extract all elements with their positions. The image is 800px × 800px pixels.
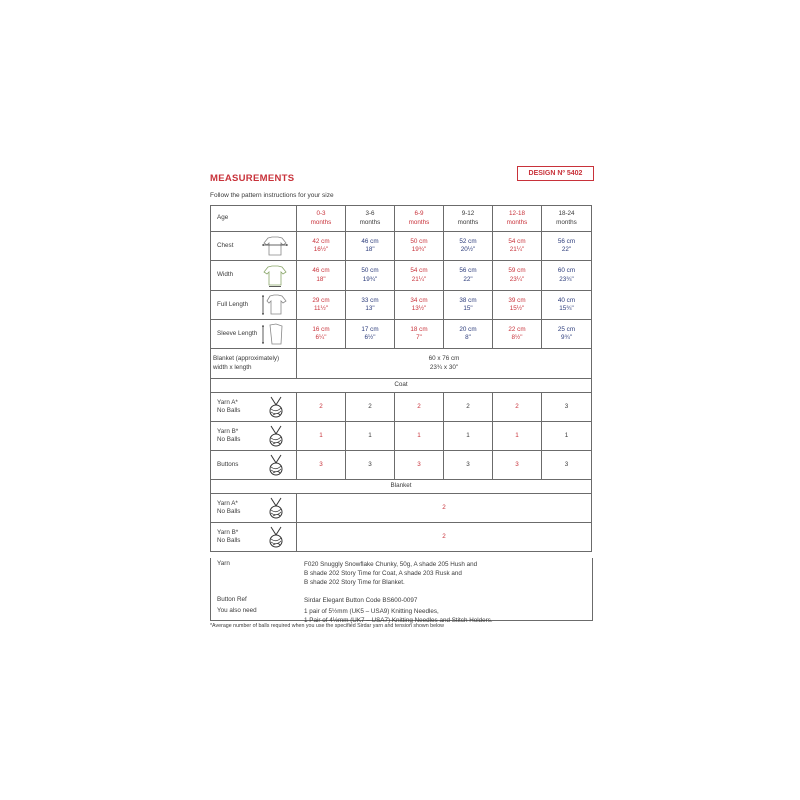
width-diagram-icon — [260, 264, 290, 288]
coat-buttons-value: 3 — [297, 451, 346, 480]
width-value: 56 cm 22" — [444, 261, 493, 291]
coat-buttons-value: 3 — [493, 451, 542, 480]
page-subtitle: Follow the pattern instructions for your size — [210, 192, 334, 199]
measurements-table — [210, 205, 592, 552]
coat-yarn-b-value: 1 — [542, 422, 592, 451]
coat-buttons-value: 3 — [542, 451, 592, 480]
coat-heading: Coat — [211, 379, 592, 393]
sleeve-length-label: Sleeve Length — [211, 320, 297, 349]
full-length-label: Full Length — [211, 291, 297, 320]
width-value: 54 cm 21¼" — [395, 261, 444, 291]
age-label: Age — [211, 206, 297, 232]
length-value: 33 cm 13" — [346, 291, 395, 320]
coat-yarn-b-label: Yarn B* No Balls — [211, 422, 297, 451]
yarn-description: F020 Snuggly Snowflake Chunky, 50g, A shade 205 Hush and B shade 202 Story Time for Coat, A shade 203 Rusk and B shade 202 Story Time for Blanket. — [304, 561, 478, 587]
sleeve-value: 16 cm 6¼" — [297, 320, 346, 349]
sleeve-value: 22 cm 8½" — [493, 320, 542, 349]
blanket-yarn-a-row — [211, 494, 592, 523]
coat-yarn-b-row — [211, 422, 592, 451]
also-need-value: 1 pair of 5½mm (UK5 – USA9) Knitting Needles, 1 Pair of 4½mm (UK7 – USA7) Knitting Needles and Stitch Holders. — [304, 608, 493, 625]
yarn-ball-icon — [266, 425, 286, 447]
coat-buttons-value: 3 — [395, 451, 444, 480]
coat-yarn-b-value: 1 — [346, 422, 395, 451]
length-value: 39 cm 15½" — [493, 291, 542, 320]
length-value: 38 cm 15" — [444, 291, 493, 320]
pattern-notes — [210, 558, 593, 625]
coat-buttons-value: 3 — [444, 451, 493, 480]
sleeve-value: 20 cm 8" — [444, 320, 493, 349]
coat-yarn-b-value: 1 — [395, 422, 444, 451]
coat-yarn-a-label: Yarn A* No Balls — [211, 393, 297, 422]
coat-yarn-a-value: 2 — [297, 393, 346, 422]
width-value: 46 cm 18" — [297, 261, 346, 291]
yarn-ball-icon — [266, 396, 286, 418]
size-18-24: 18-24 months — [542, 206, 592, 232]
coat-yarn-b-value: 1 — [444, 422, 493, 451]
chest-value: 50 cm 19¾" — [395, 232, 444, 261]
coat-yarn-a-value: 2 — [395, 393, 444, 422]
yarn-label: Yarn — [217, 560, 230, 567]
blanket-yarn-b-value: 2 — [297, 523, 592, 552]
chest-value: 42 cm 16½" — [297, 232, 346, 261]
length-value: 40 cm 15¾" — [542, 291, 592, 320]
full-length-row — [211, 291, 592, 320]
coat-yarn-a-value: 3 — [542, 393, 592, 422]
chest-value: 46 cm 18" — [346, 232, 395, 261]
size-3-6: 3-6 months — [346, 206, 395, 232]
sleeve-value: 25 cm 9¾" — [542, 320, 592, 349]
coat-yarn-a-value: 2 — [444, 393, 493, 422]
width-value: 59 cm 23¼" — [493, 261, 542, 291]
chest-diagram-icon — [260, 235, 290, 257]
blanket-yarn-a-label: Yarn A* No Balls — [211, 494, 297, 523]
coat-buttons-row — [211, 451, 592, 480]
pattern-page — [200, 160, 600, 640]
size-12-18: 12-18 months — [493, 206, 542, 232]
footnote: *Average number of balls required when you use the specified Sirdar yarn and tension shown below — [210, 623, 444, 629]
coat-yarn-b-value: 1 — [493, 422, 542, 451]
width-value: 60 cm 23¾" — [542, 261, 592, 291]
button-ref-label: Button Ref — [217, 596, 247, 603]
chest-value: 52 cm 20½" — [444, 232, 493, 261]
size-6-9: 6-9 months — [395, 206, 444, 232]
sleeve-diagram-icon — [260, 322, 290, 346]
width-row — [211, 261, 592, 291]
blanket-heading: Blanket — [211, 480, 592, 494]
blanket-yarn-b-row — [211, 523, 592, 552]
length-diagram-icon — [260, 293, 290, 317]
coat-yarn-a-value: 2 — [346, 393, 395, 422]
sleeve-value: 17 cm 6½" — [346, 320, 395, 349]
width-value: 50 cm 19¾" — [346, 261, 395, 291]
blanket-size-row — [211, 349, 592, 379]
sleeve-length-row — [211, 320, 592, 349]
chest-value: 56 cm 22" — [542, 232, 592, 261]
width-label: Width — [211, 261, 297, 291]
length-value: 29 cm 11½" — [297, 291, 346, 320]
size-0-3: 0-3 months — [297, 206, 346, 232]
yarn-ball-icon — [266, 497, 286, 519]
chest-label: Chest — [211, 232, 297, 261]
coat-yarn-a-value: 2 — [493, 393, 542, 422]
coat-buttons-value: 3 — [346, 451, 395, 480]
chest-value: 54 cm 21¼" — [493, 232, 542, 261]
button-ref-value: Sirdar Elegant Button Code BS600-0097 — [304, 597, 418, 604]
size-9-12: 9-12 months — [444, 206, 493, 232]
blanket-size-label: Blanket (approximately) width x length — [211, 349, 297, 379]
blanket-size-value: 60 x 76 cm 23¾ x 30" — [297, 349, 592, 379]
yarn-ball-icon — [266, 454, 286, 476]
length-value: 34 cm 13½" — [395, 291, 444, 320]
blanket-yarn-a-value: 2 — [297, 494, 592, 523]
also-need-label: You also need — [217, 607, 257, 614]
yarn-ball-icon — [266, 526, 286, 548]
blanket-yarn-b-label: Yarn B* No Balls — [211, 523, 297, 552]
coat-yarn-a-row — [211, 393, 592, 422]
page-title: MEASUREMENTS — [210, 173, 295, 184]
sleeve-value: 18 cm 7" — [395, 320, 444, 349]
age-row — [211, 206, 592, 232]
blanket-heading-row — [211, 480, 592, 494]
chest-row — [211, 232, 592, 261]
coat-yarn-b-value: 1 — [297, 422, 346, 451]
coat-heading-row — [211, 379, 592, 393]
coat-buttons-label: Buttons — [211, 451, 297, 480]
design-number-badge: DESIGN Nº 5402 — [517, 166, 594, 181]
